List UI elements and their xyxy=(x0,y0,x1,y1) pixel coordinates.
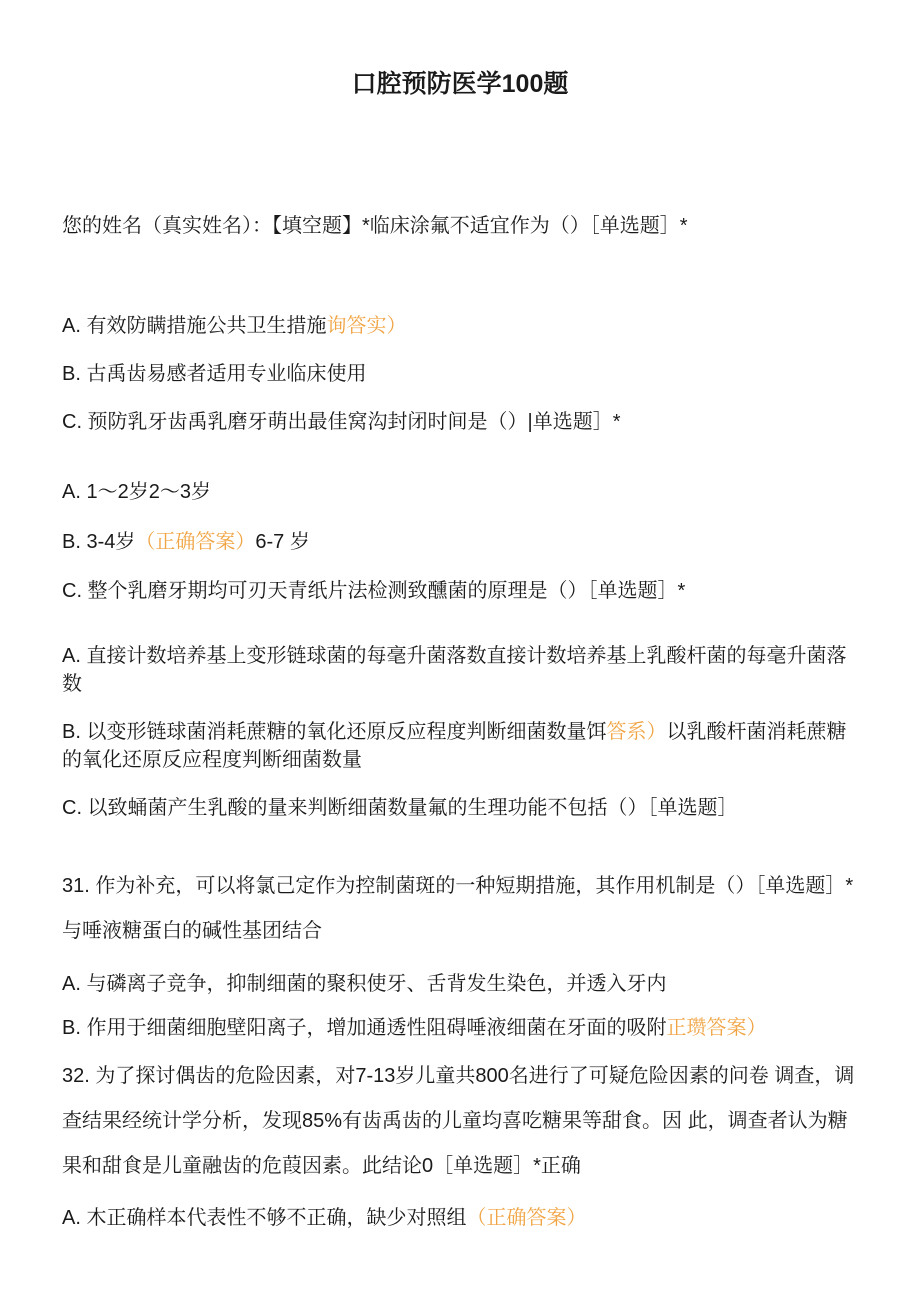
option-line xyxy=(62,408,862,436)
text: B. 古禹齿易感者适用专业临床使用 xyxy=(62,363,367,385)
document-title: 口腔预防医学100题 xyxy=(351,70,569,98)
text: 31. 作为补充，可以将氯己定作为控制菌斑的一种短期措施，其作用机制是（）［单选题］*与唾液糖蛋白的碱性基团结合 xyxy=(62,875,854,942)
text: B. 以变形链球菌消耗蔗糖的氧化还原反应程度判断细菌数量饵 xyxy=(62,721,607,743)
question-32 xyxy=(62,1054,862,1189)
option-line xyxy=(62,718,862,774)
question-header xyxy=(62,212,862,240)
option-line xyxy=(62,478,862,506)
answer-mark: 询答实） xyxy=(326,315,407,337)
text: 32. 为了探讨偶齿的危险因素，对7-13岁儿童共800名进行了可疑危险因素的问卷 调查，调查结果经统计学分析，发现85%有齿禹齿的儿童均喜吃糖果等甜食。因 此，调查者认为糖果和甜食是儿童融齿的危葭因素。此结论0［单选题］*正确 xyxy=(62,1065,855,1177)
option-line xyxy=(62,1014,862,1042)
text: 您的姓名（真实姓名）：【填空题】*临床涂氟不适宜作为（）［单选题］* xyxy=(62,215,688,237)
option-line xyxy=(62,528,862,556)
option-line xyxy=(62,970,862,998)
text: B. 作用于细菌细胞壁阳离子，增加通透性阻碍唾液细菌在牙面的吸附 xyxy=(62,1017,667,1039)
text: C. 预防乳牙齿禹乳磨牙萌出最佳窝沟封闭时间是（）|单选题］* xyxy=(62,411,621,433)
text: A. 木正确样本代表性不够不正确，缺少对照组 xyxy=(62,1207,467,1229)
answer-mark: 答系） xyxy=(606,721,667,743)
option-line xyxy=(62,642,862,698)
text: 6-7 岁 xyxy=(255,531,310,553)
answer-mark: （正确答案） xyxy=(135,531,256,553)
text: B. 3-4岁 xyxy=(62,531,136,553)
question-31 xyxy=(62,864,862,954)
text: A. 与磷离子竞争，抑制细菌的聚积使牙、舌背发生染色，并透入牙内 xyxy=(62,973,667,995)
option-line xyxy=(62,1204,862,1232)
option-line xyxy=(62,360,862,388)
option-line xyxy=(62,794,862,822)
text: A. 1〜2岁2〜3岁 xyxy=(62,481,211,503)
option-line xyxy=(62,312,862,340)
text: A. 有效防瞒措施公共卫生措施 xyxy=(62,315,327,337)
option-line xyxy=(62,577,862,605)
text: C. 整个乳磨牙期均可刃天青纸片法检测致醺菌的原理是（）［单选题］* xyxy=(62,580,686,602)
text: 以乳酸杆菌消耗蔗糖的氧化还原反应程度判断细菌数量 xyxy=(62,721,847,771)
text: A. 直接计数培养基上变形链球菌的每毫升菌落数直接计数培养基上乳酸杆菌的每毫升菌落数 xyxy=(62,645,847,695)
answer-mark: 正瓒答案） xyxy=(666,1017,767,1039)
answer-mark: （正确答案） xyxy=(466,1207,587,1229)
text: C. 以致蛹菌产生乳酸的量来判断细菌数量氟的生理功能不包括（）［单选题］ xyxy=(62,797,738,819)
